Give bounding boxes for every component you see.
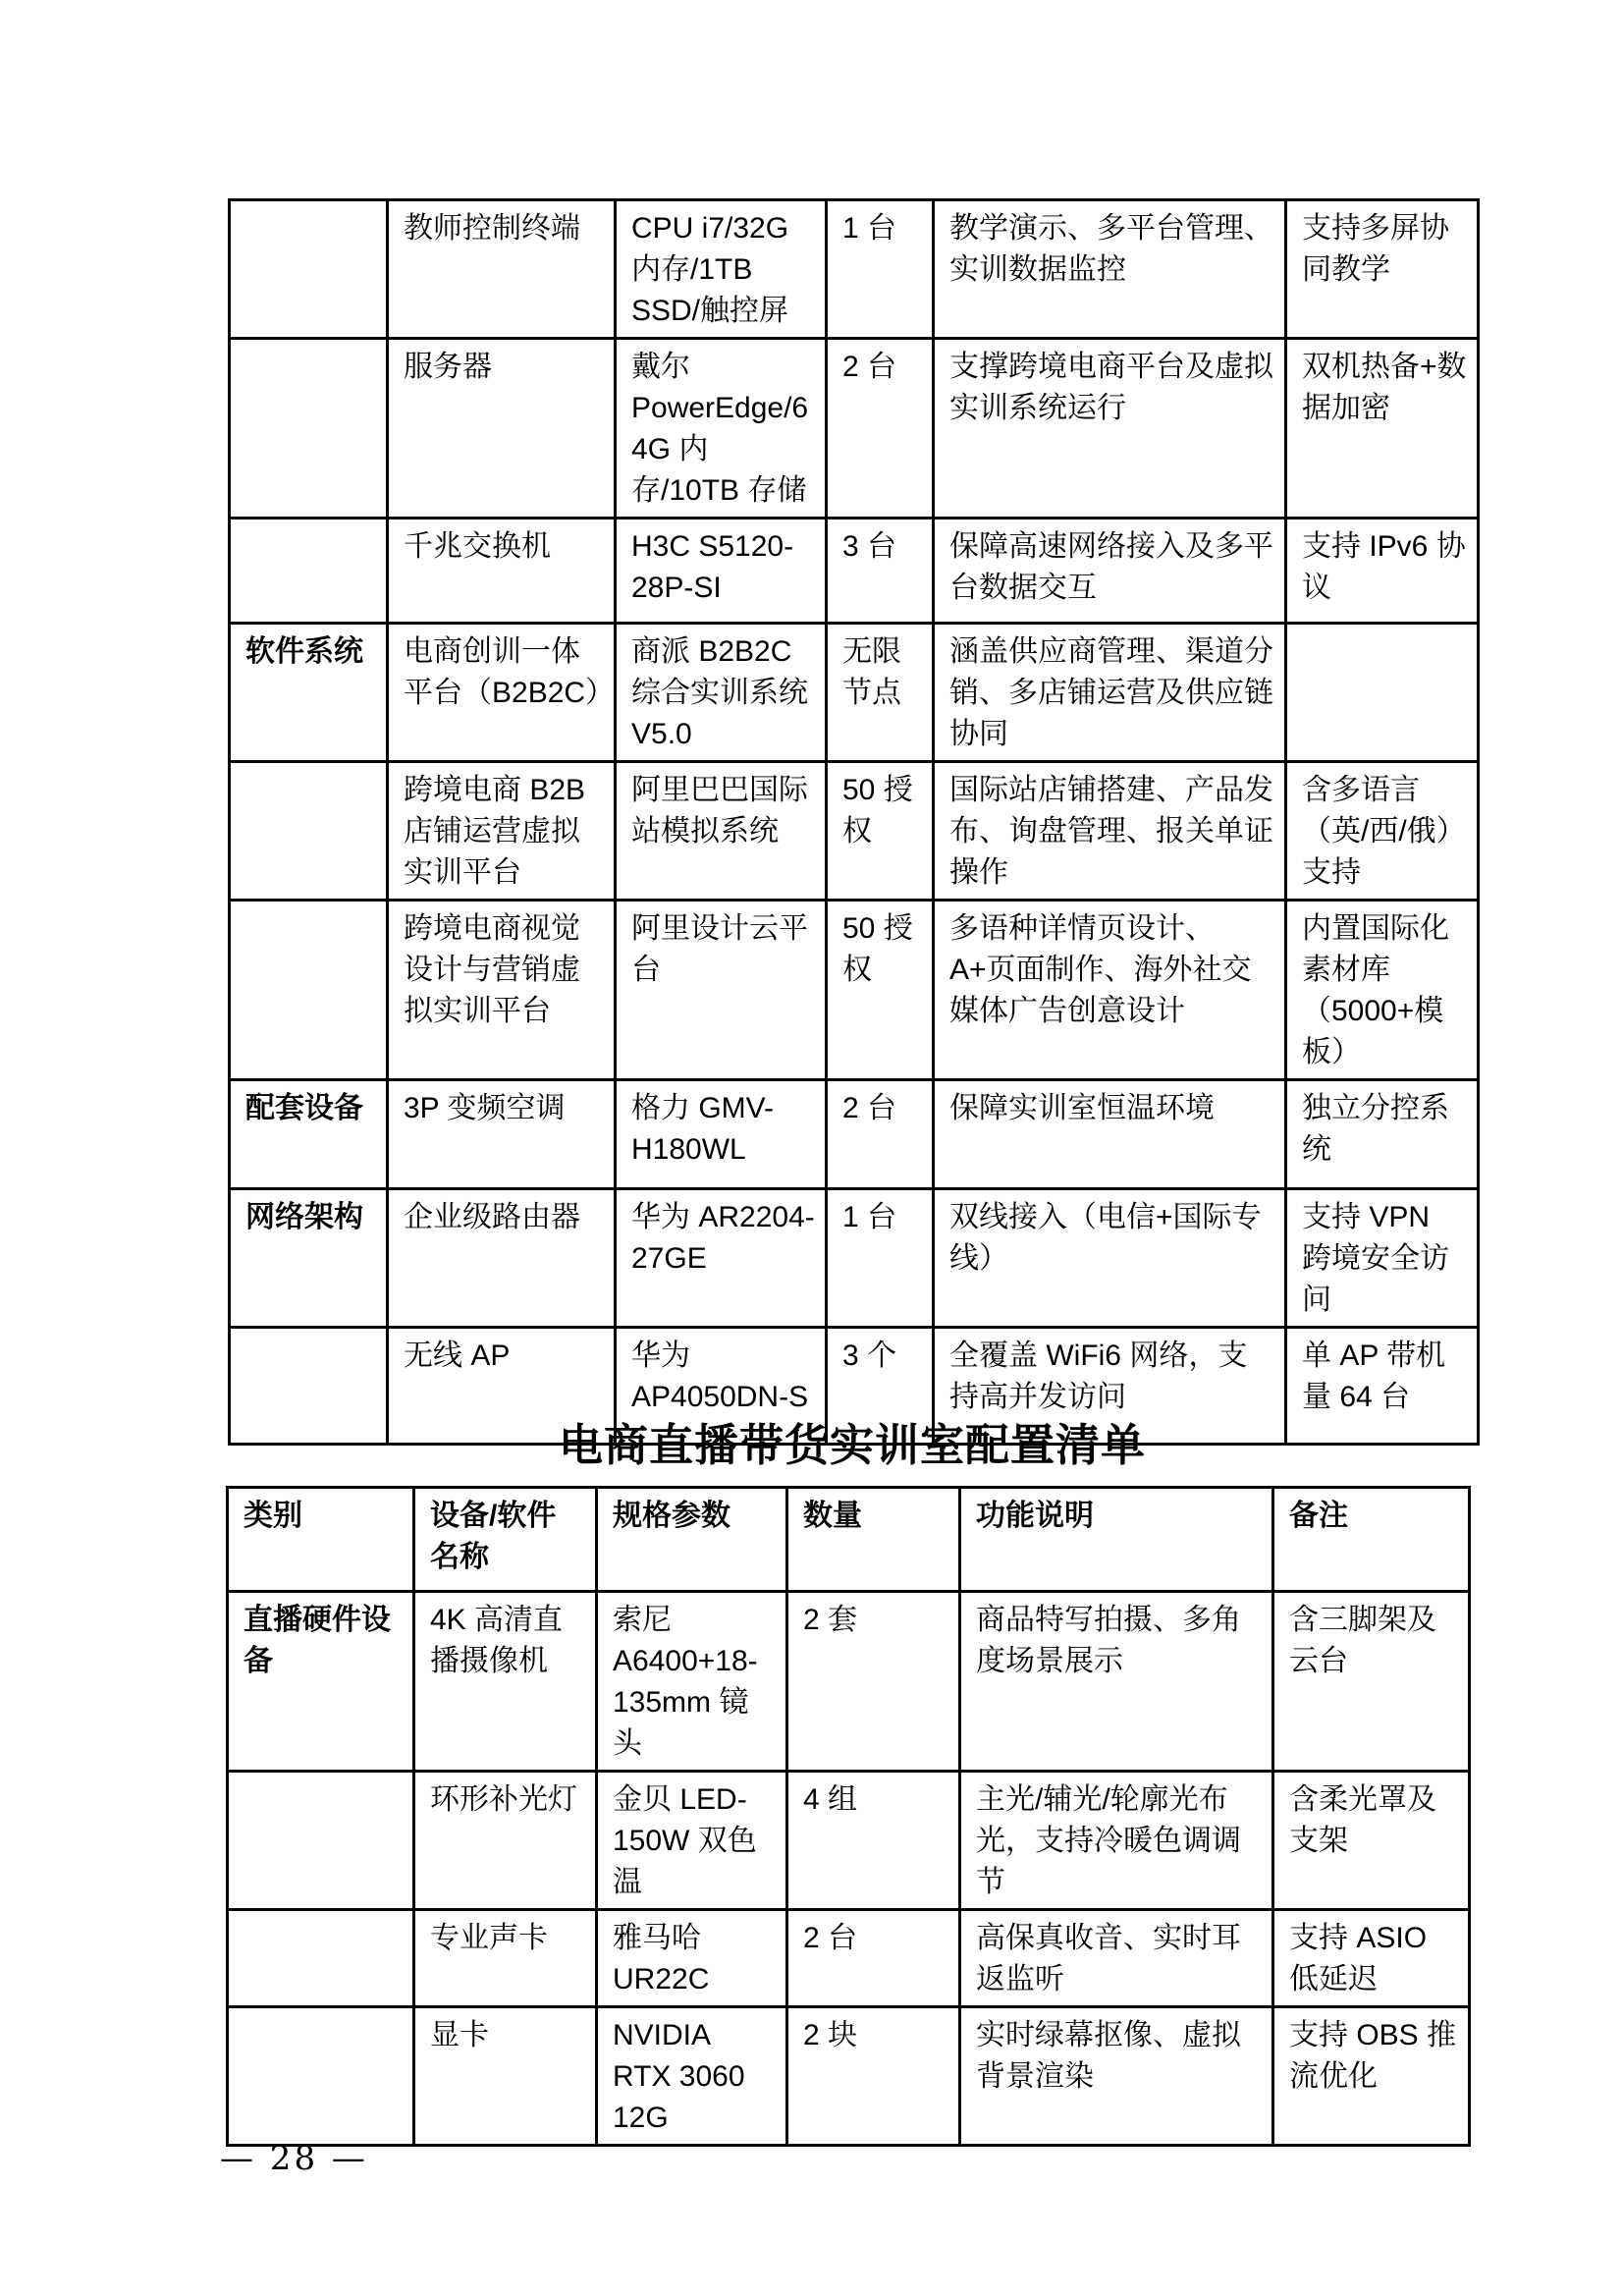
device-cell: 教师控制终端 xyxy=(388,200,616,339)
remark-cell: 含三脚架及云台 xyxy=(1273,1592,1470,1772)
table-row xyxy=(230,762,1479,901)
function-cell: 教学演示、多平台管理、实训数据监控 xyxy=(934,200,1286,339)
table-row xyxy=(228,1592,1470,1772)
spec-cell: 雅马哈 UR22C xyxy=(597,1910,787,2007)
qty-cell: 4 组 xyxy=(787,1772,960,1910)
device-cell: 4K 高清直播摄像机 xyxy=(414,1592,597,1772)
function-cell: 商品特写拍摄、多角度场景展示 xyxy=(960,1592,1273,1772)
table-row xyxy=(230,339,1479,519)
header-qty: 数量 xyxy=(787,1488,960,1592)
function-cell: 保障高速网络接入及多平台数据交互 xyxy=(934,519,1286,624)
header-function: 功能说明 xyxy=(960,1488,1273,1592)
remark-cell: 含柔光罩及支架 xyxy=(1273,1772,1470,1910)
category-cell: 直播硬件设备 xyxy=(228,1592,414,1772)
table-row xyxy=(230,519,1479,624)
function-cell: 多语种详情页设计、A+页面制作、海外社交媒体广告创意设计 xyxy=(934,901,1286,1080)
function-cell: 全覆盖 WiFi6 网络，支持高并发访问 xyxy=(934,1328,1286,1445)
qty-cell: 50 授权 xyxy=(827,762,934,901)
category-cell xyxy=(230,762,388,901)
remark-cell xyxy=(1286,624,1479,762)
device-cell: 显卡 xyxy=(414,2007,597,2146)
category-cell: 网络架构 xyxy=(230,1189,388,1328)
remark-cell: 支持 ASIO 低延迟 xyxy=(1273,1910,1470,2007)
table-row xyxy=(230,1189,1479,1328)
equipment-config-table-continued xyxy=(228,198,1480,1446)
remark-cell: 独立分控系统 xyxy=(1286,1080,1479,1189)
device-cell: 环形补光灯 xyxy=(414,1772,597,1910)
header-category: 类别 xyxy=(228,1488,414,1592)
spec-cell: 格力 GMV-H180WL xyxy=(616,1080,827,1189)
spec-cell: 华为 AR2204-27GE xyxy=(616,1189,827,1328)
remark-cell: 支持 VPN 跨境安全访问 xyxy=(1286,1189,1479,1328)
spec-cell: 金贝 LED-150W 双色温 xyxy=(597,1772,787,1910)
device-cell: 服务器 xyxy=(388,339,616,519)
header-device: 设备/软件名称 xyxy=(414,1488,597,1592)
table-row xyxy=(230,200,1479,339)
qty-cell: 2 套 xyxy=(787,1592,960,1772)
table-header-row xyxy=(228,1488,1470,1592)
table-row xyxy=(228,2007,1470,2146)
remark-cell: 支持 IPv6 协议 xyxy=(1286,519,1479,624)
qty-cell: 1 台 xyxy=(827,200,934,339)
function-cell: 主光/辅光/轮廓光布光，支持冷暖色调调节 xyxy=(960,1772,1273,1910)
device-cell: 千兆交换机 xyxy=(388,519,616,624)
spec-cell: CPU i7/32G 内存/1TB SSD/触控屏 xyxy=(616,200,827,339)
remark-cell: 内置国际化素材库（5000+模板） xyxy=(1286,901,1479,1080)
category-cell: 配套设备 xyxy=(230,1080,388,1189)
category-cell xyxy=(228,1772,414,1910)
qty-cell: 3 个 xyxy=(827,1328,934,1445)
device-cell: 3P 变频空调 xyxy=(388,1080,616,1189)
table2-title: 电商直播带货实训室配置清单 xyxy=(558,1420,1146,1470)
spec-cell: NVIDIA RTX 3060 12G xyxy=(597,2007,787,2146)
remark-cell: 支持 OBS 推流优化 xyxy=(1273,2007,1470,2146)
category-cell xyxy=(230,519,388,624)
qty-cell: 2 台 xyxy=(827,339,934,519)
remark-cell: 支持多屏协同教学 xyxy=(1286,200,1479,339)
qty-cell: 2 台 xyxy=(787,1910,960,2007)
table-row xyxy=(230,624,1479,762)
category-cell xyxy=(228,2007,414,2146)
device-cell: 专业声卡 xyxy=(414,1910,597,2007)
qty-cell: 1 台 xyxy=(827,1189,934,1328)
function-cell: 国际站店铺搭建、产品发布、询盘管理、报关单证操作 xyxy=(934,762,1286,901)
table-row xyxy=(228,1772,1470,1910)
function-cell: 涵盖供应商管理、渠道分销、多店铺运营及供应链协同 xyxy=(934,624,1286,762)
category-cell xyxy=(228,1910,414,2007)
remark-cell: 双机热备+数据加密 xyxy=(1286,339,1479,519)
function-cell: 实时绿幕抠像、虚拟背景渲染 xyxy=(960,2007,1273,2146)
function-cell: 高保真收音、实时耳返监听 xyxy=(960,1910,1273,2007)
livestream-config-table xyxy=(226,1486,1471,2147)
qty-cell: 50 授权 xyxy=(827,901,934,1080)
category-cell: 软件系统 xyxy=(230,624,388,762)
spec-cell: 戴尔 PowerEdge/64G 内存/10TB 存储 xyxy=(616,339,827,519)
table-row xyxy=(230,1080,1479,1189)
device-cell: 跨境电商视觉设计与营销虚拟实训平台 xyxy=(388,901,616,1080)
spec-cell: 索尼 A6400+18-135mm 镜头 xyxy=(597,1592,787,1772)
device-cell: 企业级路由器 xyxy=(388,1189,616,1328)
remark-cell: 单 AP 带机量 64 台 xyxy=(1286,1328,1479,1445)
table-row xyxy=(228,1910,1470,2007)
device-cell: 跨境电商 B2B 店铺运营虚拟实训平台 xyxy=(388,762,616,901)
spec-cell: 华为 AP4050DN-S xyxy=(616,1328,827,1445)
header-spec: 规格参数 xyxy=(597,1488,787,1592)
function-cell: 支撑跨境电商平台及虚拟实训系统运行 xyxy=(934,339,1286,519)
category-cell xyxy=(230,200,388,339)
header-remark: 备注 xyxy=(1273,1488,1470,1592)
function-cell: 双线接入（电信+国际专线） xyxy=(934,1189,1286,1328)
qty-cell: 2 台 xyxy=(827,1080,934,1189)
spec-cell: 商派 B2B2C 综合实训系统 V5.0 xyxy=(616,624,827,762)
category-cell xyxy=(230,901,388,1080)
remark-cell: 含多语言（英/西/俄）支持 xyxy=(1286,762,1479,901)
function-cell: 保障实训室恒温环境 xyxy=(934,1080,1286,1189)
device-cell: 无线 AP xyxy=(388,1328,616,1445)
qty-cell: 3 台 xyxy=(827,519,934,624)
spec-cell: H3C S5120-28P-SI xyxy=(616,519,827,624)
device-cell: 电商创训一体平台（B2B2C） xyxy=(388,624,616,762)
spec-cell: 阿里设计云平台 xyxy=(616,901,827,1080)
spec-cell: 阿里巴巴国际站模拟系统 xyxy=(616,762,827,901)
qty-cell: 2 块 xyxy=(787,2007,960,2146)
page-number: — 28 — xyxy=(220,2139,368,2178)
table-row xyxy=(230,901,1479,1080)
category-cell xyxy=(230,339,388,519)
qty-cell: 无限节点 xyxy=(827,624,934,762)
